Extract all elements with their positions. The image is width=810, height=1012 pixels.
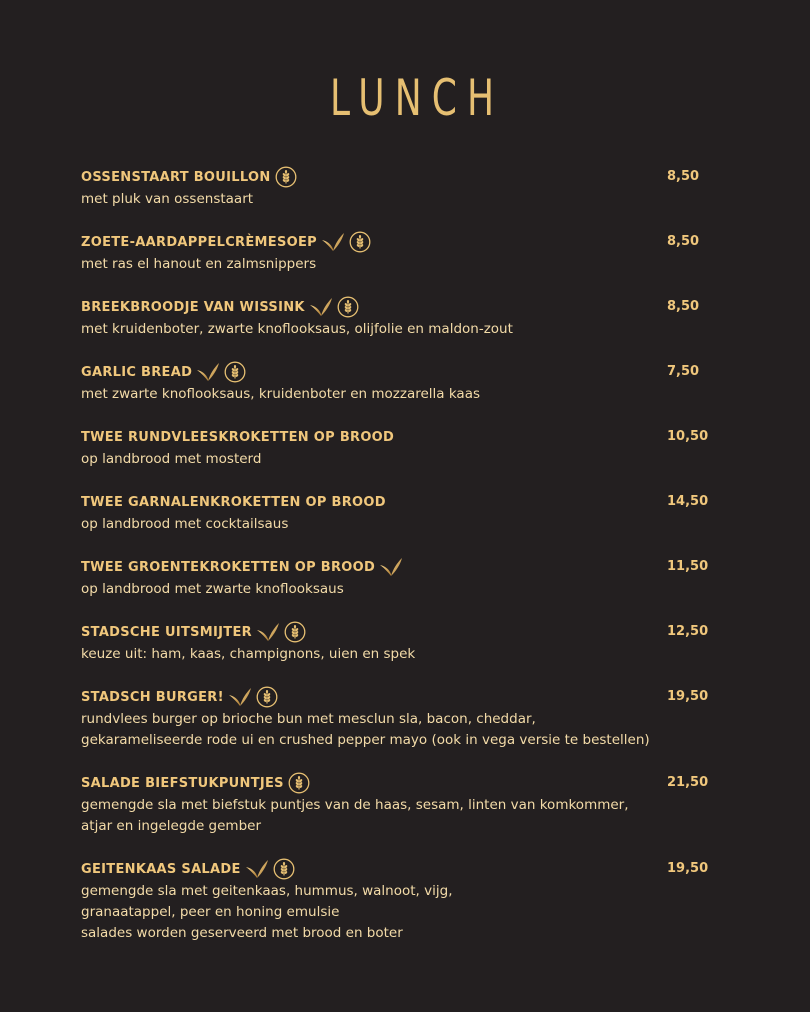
menu-item-description: gemengde sla met biefstuk puntjes van de haas, sesam, linten van komkommer, [81, 797, 629, 813]
leaf-icon [379, 557, 403, 577]
menu-item-name: STADSCHE UITSMIJTER [81, 624, 252, 640]
menu-item-price: 14,50 [667, 494, 709, 509]
wheat-icon [256, 686, 278, 708]
footer-note: salades worden geserveerd met brood en boter [81, 925, 403, 941]
page-title: LUNCH [329, 69, 505, 127]
menu-item-name: TWEE GARNALENKROKETTEN OP BROOD [81, 494, 386, 510]
menu-item-description: op landbrood met mosterd [81, 451, 262, 467]
menu-item-price: 21,50 [667, 775, 709, 790]
menu-item-header [81, 685, 731, 709]
menu-item [81, 490, 731, 535]
menu-item-price: 11,50 [667, 559, 709, 574]
menu-item-name: BREEKBROODJE VAN WISSINK [81, 299, 305, 315]
menu-item-price: 10,50 [667, 429, 709, 444]
menu-item-description: keuze uit: ham, kaas, champignons, uien en spek [81, 646, 416, 662]
menu-item-header [81, 295, 731, 319]
lunch-menu-list [81, 165, 731, 943]
menu-item-name: GARLIC BREAD [81, 364, 193, 380]
menu-item-description: met ras el hanout en zalmsnippers [81, 256, 317, 272]
leaf-icon [196, 362, 220, 382]
menu-item-header [81, 230, 731, 254]
menu-item [81, 620, 731, 665]
wheat-icon [349, 231, 371, 253]
menu-item-price: 19,50 [667, 861, 709, 876]
menu-item-header [81, 425, 731, 449]
wheat-icon [284, 621, 306, 643]
menu-item-description: rundvlees burger op brioche bun met mesclun sla, bacon, cheddar, [81, 711, 536, 727]
menu-item-description: op landbrood met zwarte knoflooksaus [81, 581, 344, 597]
menu-item-price: 7,50 [667, 364, 700, 379]
menu-item [81, 295, 731, 340]
leaf-icon [228, 687, 252, 707]
leaf-icon [245, 859, 269, 879]
menu-item-price: 8,50 [667, 169, 700, 184]
menu-item-description: met kruidenboter, zwarte knoflooksaus, olijfolie en maldon-zout [81, 321, 513, 337]
leaf-icon [256, 622, 280, 642]
wheat-icon [337, 296, 359, 318]
wheat-icon [224, 361, 246, 383]
menu-item-header [81, 165, 731, 189]
menu-item-description: met zwarte knoflooksaus, kruidenboter en mozzarella kaas [81, 386, 481, 402]
diet-icons [379, 557, 403, 577]
menu-item-header [81, 620, 731, 644]
menu-item-price: 12,50 [667, 624, 709, 639]
leaf-icon [321, 232, 345, 252]
menu-item-header [81, 360, 731, 384]
menu-item-header [81, 771, 731, 795]
menu-item [81, 555, 731, 600]
menu-item [81, 685, 731, 751]
menu-item-name: GEITENKAAS SALADE [81, 861, 241, 877]
menu-item-description: met pluk van ossenstaart [81, 191, 254, 207]
diet-icons [256, 621, 306, 643]
menu-item-price: 8,50 [667, 299, 700, 314]
menu-item-name: TWEE GROENTEKROKETTEN OP BROOD [81, 559, 376, 575]
menu-item-description: granaatappel, peer en honing emulsie [81, 904, 340, 920]
menu-item [81, 360, 731, 405]
menu-item-price: 19,50 [667, 689, 709, 704]
menu-item-name: STADSCH BURGER! [81, 689, 224, 705]
wheat-icon [288, 772, 310, 794]
menu-item-name: ZOETE-AARDAPPELCRÈMESOEP [81, 234, 317, 250]
diet-icons [228, 686, 278, 708]
diet-icons [288, 772, 310, 794]
menu-item-price: 8,50 [667, 234, 700, 249]
menu-item-name: TWEE RUNDVLEESKROKETTEN OP BROOD [81, 429, 395, 445]
menu-item-description: gemengde sla met geitenkaas, hummus, walnoot, vijg, [81, 883, 453, 899]
menu-item-header [81, 857, 731, 881]
wheat-icon [275, 166, 297, 188]
menu-item-name: SALADE BIEFSTUKPUNTJES [81, 775, 284, 791]
menu-item [81, 857, 731, 923]
menu-item-header [81, 555, 731, 579]
menu-item [81, 230, 731, 275]
diet-icons [321, 231, 371, 253]
menu-item-header [81, 490, 731, 514]
menu-item [81, 771, 731, 837]
menu-item-description: op landbrood met cocktailsaus [81, 516, 289, 532]
diet-icons [196, 361, 246, 383]
leaf-icon [309, 297, 333, 317]
menu-item [81, 165, 731, 210]
menu-item-description: gekarameliseerde rode ui en crushed pepper mayo (ook in vega versie te bestellen) [81, 732, 650, 748]
menu-item-name: OSSENSTAART BOUILLON [81, 169, 271, 185]
diet-icons [245, 858, 295, 880]
diet-icons [275, 166, 297, 188]
menu-item [81, 425, 731, 470]
diet-icons [309, 296, 359, 318]
wheat-icon [273, 858, 295, 880]
menu-item-description: atjar en ingelegde gember [81, 818, 262, 834]
